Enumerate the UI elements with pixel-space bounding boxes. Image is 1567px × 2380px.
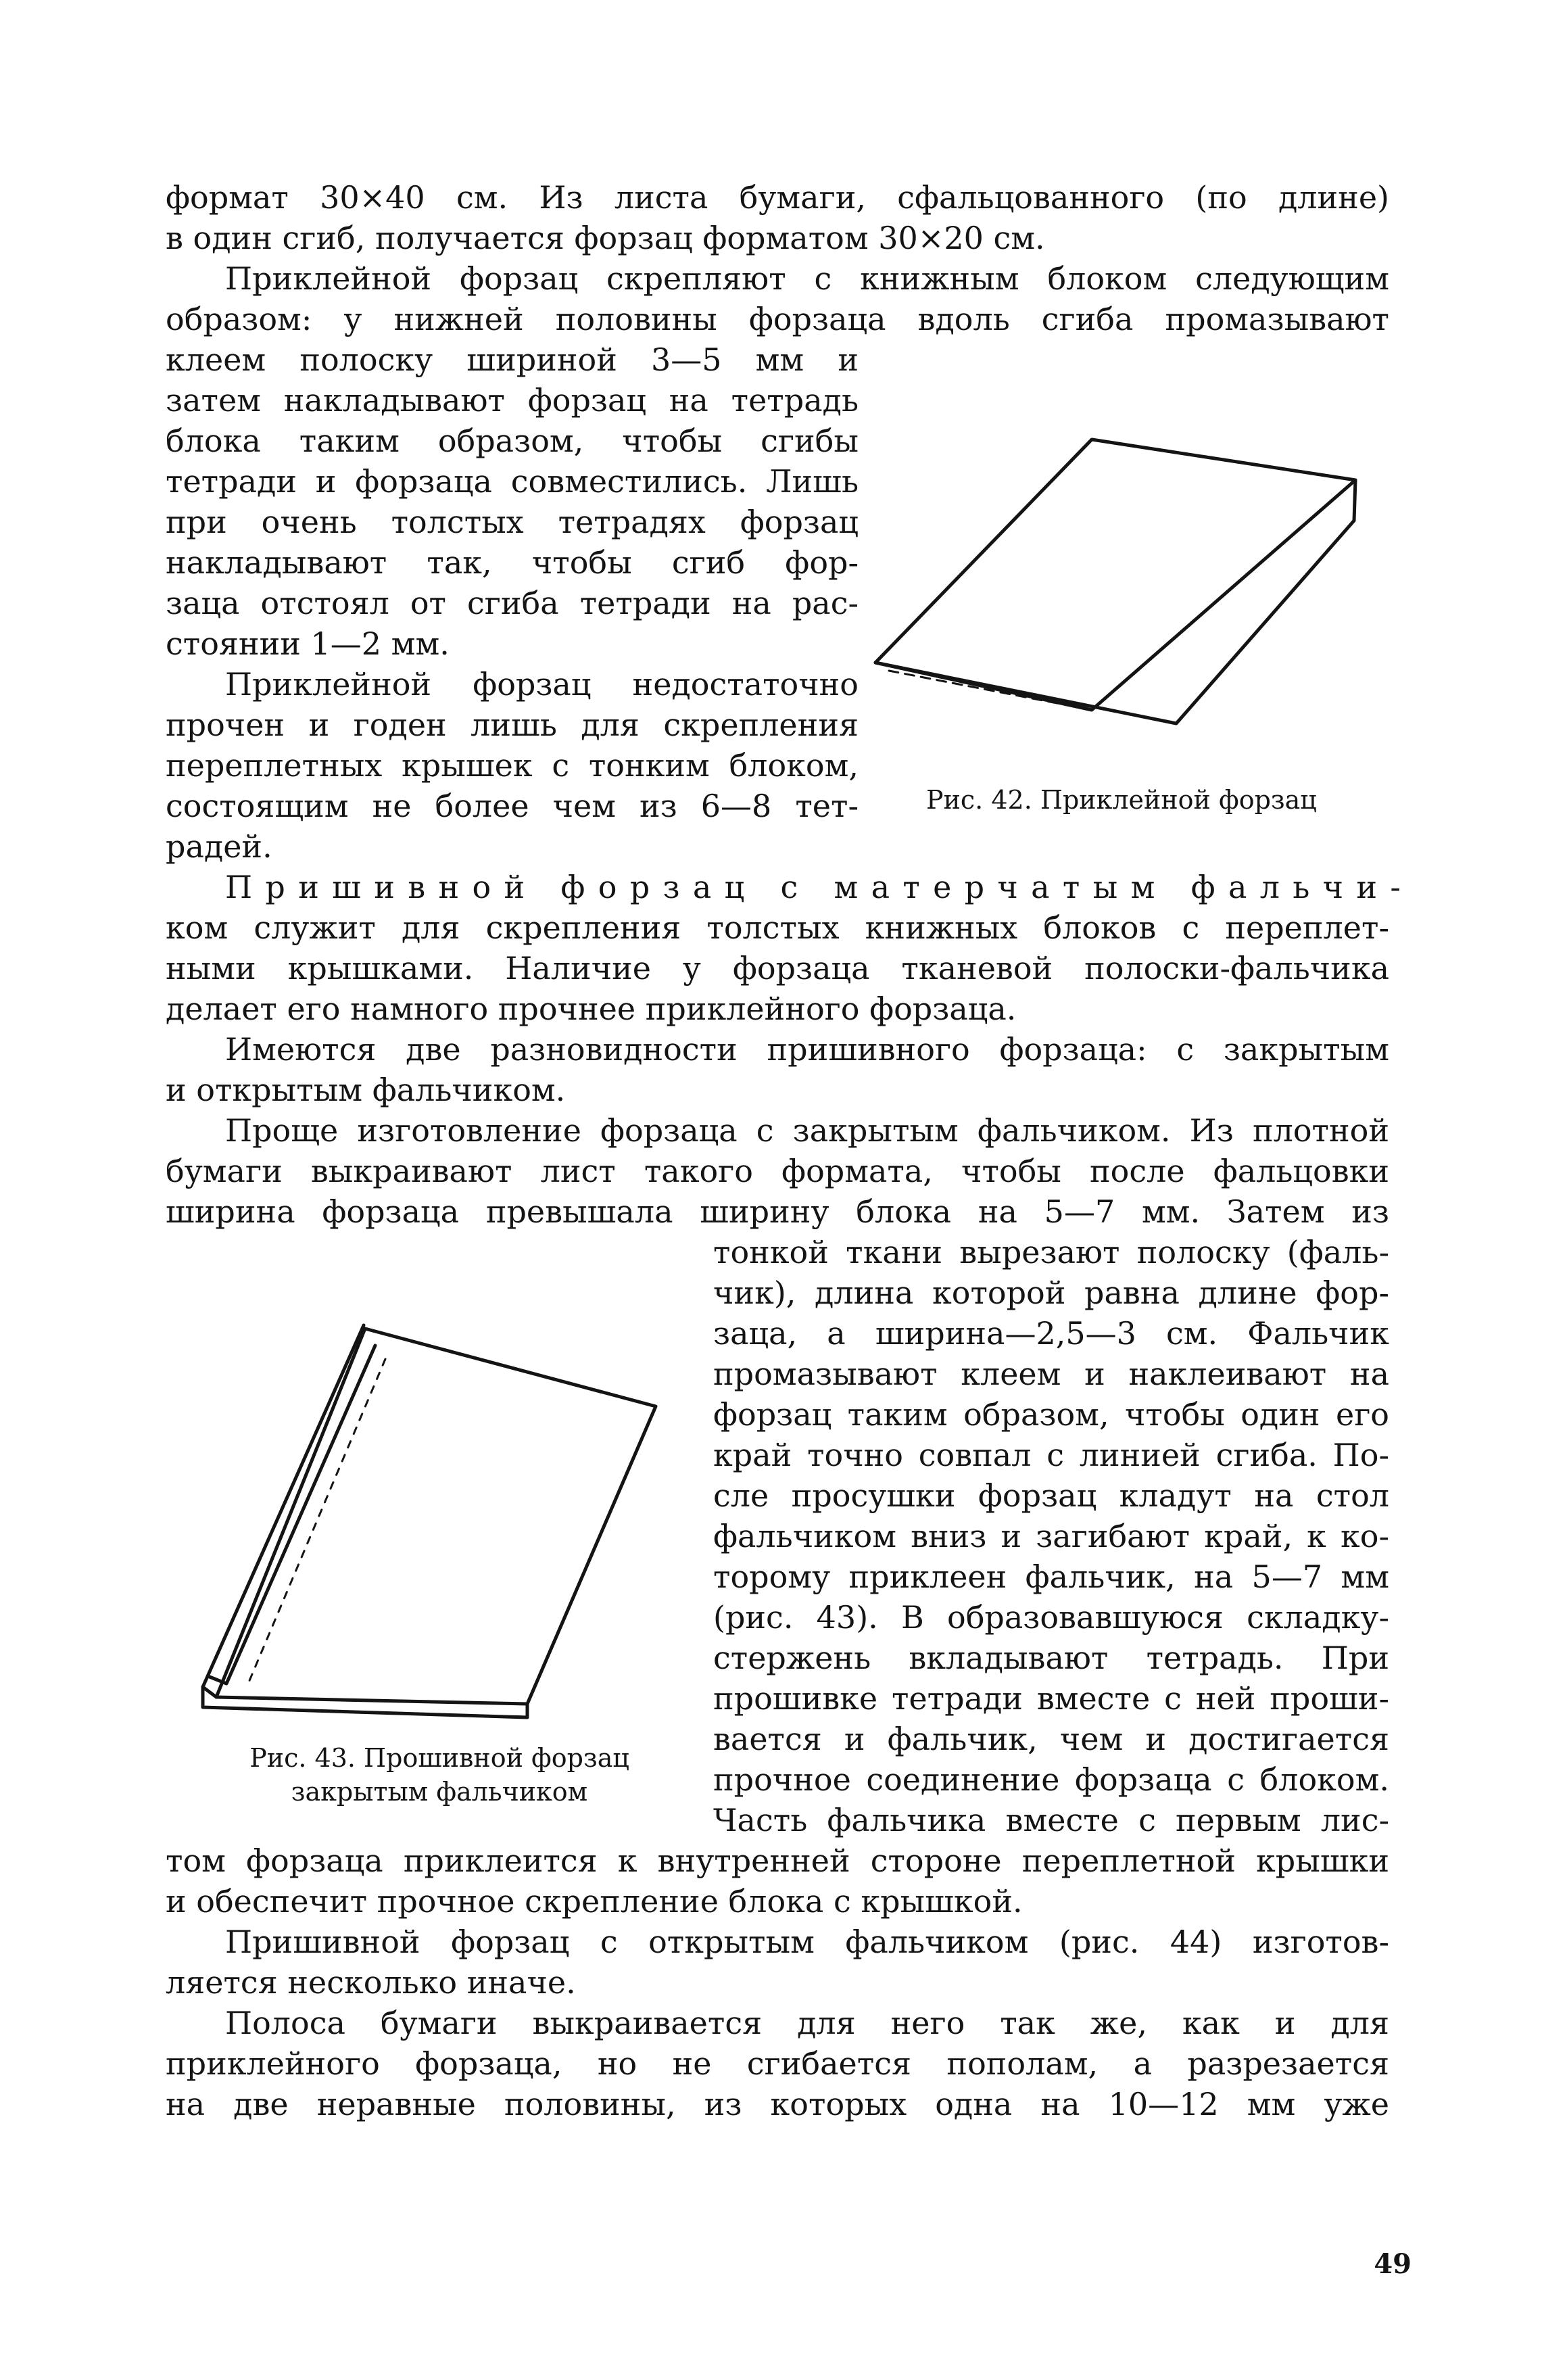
- text-line: накладывают так, чтобы сгиб фор-: [166, 544, 859, 581]
- text-line: (рис. 43). В образовавшуюся складку-: [713, 1599, 1389, 1636]
- sewn-flyleaf-stitch-line: [247, 1359, 385, 1687]
- emphasized-heading: Пришивной форзац с матерчатым фальчи-: [225, 869, 1414, 905]
- sewn-flyleaf-spine-outer: [203, 1325, 364, 1697]
- text-line: тонкой ткани вырезают полоску (фаль-: [713, 1234, 1389, 1270]
- text-line: сле просушки форзац кладут на стол: [713, 1477, 1389, 1514]
- sewn-flyleaf-spine-inner: [210, 1346, 375, 1684]
- figure-43-caption-line2: закрытым фальчиком: [291, 1777, 588, 1807]
- flyleaf-bottom-sheet: [875, 521, 1354, 723]
- text-line: ляется несколько иначе.: [166, 1964, 576, 2001]
- text-line: заца, а ширина—2,5—3 см. Фальчик: [713, 1315, 1389, 1352]
- text-line: Пришивной форзац с открытым фальчиком (рис. 44) изготов-: [225, 1924, 1389, 1960]
- text-line: состоящим не более чем из 6—8 тет-: [166, 788, 859, 824]
- text-line: тетради и форзаца совместились. Лишь: [166, 463, 859, 500]
- paragraph-6-full-end: [166, 1840, 1389, 1922]
- text-line: заца отстоял от сгиба тетради на рас-: [166, 585, 859, 621]
- paragraph-8: [166, 2003, 1389, 2124]
- text-line: Полоса бумаги выкраивается для него так же, как и для: [225, 2005, 1389, 2041]
- text-line: Имеются две разновидности пришивного форзаца: с закрытым: [225, 1031, 1389, 1068]
- paragraph-2-narrow: [166, 339, 859, 664]
- text-line: том форзаца приклеится к внутренней стороне переплетной крышки: [166, 1842, 1389, 1879]
- text-line: радей.: [166, 828, 272, 865]
- text-line: переплетных крышек с тонким блоком,: [166, 747, 859, 784]
- text-line: ширина форзаца превышала ширину блока на 5—7 мм. Затем из: [166, 1193, 1389, 1230]
- paragraph-5: [166, 1029, 1389, 1110]
- text-line: край точно совпал с линией сгиба. По-: [713, 1437, 1389, 1473]
- text-line: приклейного форзаца, но не сгибается пополам, а разрезается: [166, 2045, 1389, 2082]
- text-line: прочное соединение форзаца с блоком.: [713, 1761, 1389, 1798]
- paragraph-7: [166, 1922, 1389, 2003]
- text-line: в один сгиб, получается форзац форматом 30×20 см.: [166, 220, 1045, 256]
- paragraph-1: [166, 177, 1389, 258]
- text-line: и обеспечит прочное скрепление блока с крышкой.: [166, 1883, 1023, 1920]
- paragraph-2-full: [166, 258, 1389, 339]
- text-line: и открытым фальчиком.: [166, 1072, 566, 1108]
- figure-42-drawing: [869, 426, 1382, 778]
- paragraph-3-narrow: [166, 664, 859, 867]
- text-line: прочен и годен лишь для скрепления: [166, 707, 859, 743]
- text-line: блока таким образом, чтобы сгибы: [166, 423, 859, 459]
- text-line: Часть фальчика вместе с первым лис-: [713, 1802, 1389, 1838]
- text-line: фальчиком вниз и загибают край, к ко-: [713, 1518, 1389, 1554]
- text-line: формат 30×40 см. Из листа бумаги, сфальцованного (по длине): [166, 179, 1389, 216]
- text-line: форзац таким образом, чтобы один его: [713, 1396, 1389, 1433]
- figure-43-caption-line1: Рис. 43. Прошивной форзац: [249, 1743, 629, 1773]
- figure-42-caption: Рис. 42. Приклейной форзац: [926, 785, 1317, 815]
- text-line: Приклейной форзац скрепляют с книжным блоком следующим: [225, 260, 1389, 297]
- text-line: торому приклеен фальчик, на 5—7 мм: [713, 1558, 1389, 1595]
- figure-43-drawing: [189, 1318, 690, 1724]
- text-line: стоянии 1—2 мм.: [166, 625, 450, 662]
- paragraph-4: [166, 867, 1414, 1029]
- sewn-flyleaf-sheet: [216, 1329, 656, 1704]
- text-line: стержень вкладывают тетрадь. При: [713, 1640, 1389, 1676]
- paragraph-6-narrow: [713, 1232, 1389, 1840]
- text-line: при очень толстых тетрадях форзац: [166, 504, 859, 540]
- text-line: прошивке тетради вместе с ней проши-: [713, 1680, 1389, 1717]
- text-line: ком служит для скрепления толстых книжных блоков с переплет-: [166, 909, 1389, 946]
- page-number: 49: [1374, 2248, 1412, 2280]
- text-line: делает его намного прочнее приклейного форзаца.: [166, 991, 1017, 1027]
- text-line: ными крышками. Наличие у форзаца тканевой полоски-фальчика: [166, 950, 1389, 986]
- text-line: вается и фальчик, чем и достигается: [713, 1721, 1389, 1757]
- text-line: на две неравные половины, из которых одна на 10—12 мм уже: [166, 2086, 1389, 2122]
- flyleaf-top-sheet: [875, 439, 1355, 710]
- text-line: Проще изготовление форзаца с закрытым фальчиком. Из плотной: [225, 1112, 1389, 1149]
- flyleaf-fold-edge: [1354, 480, 1355, 521]
- text-line: образом: у нижней половины форзаца вдоль сгиба промазывают: [166, 301, 1389, 337]
- text-line: промазывают клеем и наклеивают на: [713, 1356, 1389, 1392]
- text-line: Приклейной форзац недостаточно: [225, 666, 859, 703]
- text-line: затем накладывают форзац на тетрадь: [166, 382, 859, 419]
- paragraph-6-full: [166, 1110, 1389, 1232]
- figure-43-caption: [183, 1741, 696, 1809]
- text-line: клеем полоску шириной 3—5 мм и: [166, 341, 859, 378]
- text-line: чик), длина которой равна длине фор-: [713, 1275, 1389, 1311]
- text-line: бумаги выкраивают лист такого формата, чтобы после фальцовки: [166, 1153, 1389, 1189]
